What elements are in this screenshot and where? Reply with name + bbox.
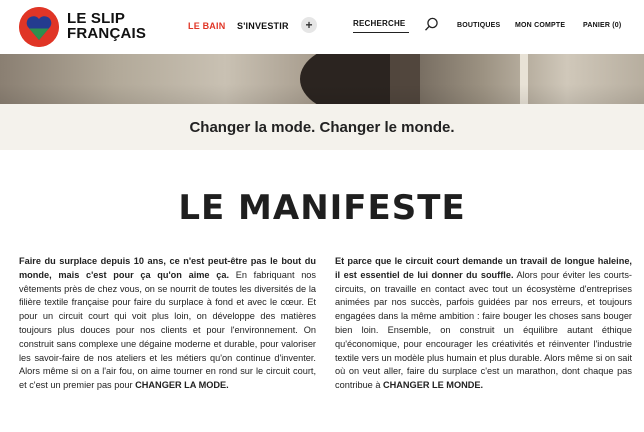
search-icon[interactable] [424, 17, 439, 32]
manifesto-column-left [19, 255, 316, 393]
more-menu-button[interactable]: + [301, 17, 317, 33]
brand-name[interactable] [67, 11, 146, 41]
manifesto-right-body: Alors pour éviter les courts-circuits, on travaille en contact avec tout un écosystème d'entreprises animées par nos succès, parfois guidées par nos erreurs, et toujours engagées dans la même ambition : faire bouger les choses sans bouger bien loin. Ensemble, on construit un équilibre autant éthique qu'économique, pour encourager les créativités et réinventer l'industrie textile vers un modèle plus humain et plus durable. Alors même si on sait où on veut aller, faire du surplace c'est un marathon, dont chaque pas contribue à [335, 269, 632, 391]
manifesto-left-body: En fabriquant nos vêtements près de chez vous, on se nourrit de toutes les diversités de la filière textile française pour faire du surplace à fond et avec le cœur. Et pour un circuit court qui voit plus loin, on développe des matières toujours plus douces pour nos clients et pour l'environnement. On construit sans complexe une dégaine moderne et durable, pour valoriser les savoir-faire de nos ateliers et les métiers qu'on continue d'inventer. Alors même si on a l'air fou, on aime tourner en rond sur le circuit court, et c'est un premier pas pour [19, 269, 317, 391]
hero-image [0, 54, 644, 104]
nav-s-investir[interactable]: S'INVESTIR [237, 21, 289, 31]
manifesto-right-lead: Et parce que le circuit court demande un travail de longue haleine, il est essentiel de lui donner du souffle. [335, 256, 632, 280]
manifesto-title: LE MANIFESTE [178, 188, 466, 228]
brand-logo[interactable] [19, 7, 59, 47]
brand-line-1: LE SLIP [67, 10, 126, 27]
manifesto-column-right [335, 255, 632, 393]
hero-tagline: Changer la mode. Changer le monde. [189, 119, 455, 136]
manifesto-right-closing: CHANGER LE MONDE. [383, 380, 484, 391]
site-header [0, 0, 644, 54]
nav-panier[interactable]: PANIER (0) [583, 22, 622, 29]
heart-logo-icon [19, 7, 59, 47]
search-input[interactable]: RECHERCHE [353, 19, 409, 33]
brand-line-2: FRANÇAIS [67, 25, 147, 42]
manifesto-left-closing: CHANGER LA MODE. [135, 380, 229, 391]
manifesto-left-lead: Faire du surplace depuis 10 ans, ce n'est peut-être pas le bout du monde, mais c'est pour ça qu'on aime ça. [19, 256, 316, 280]
nav-le-bain[interactable]: LE BAIN [188, 21, 226, 31]
nav-boutiques[interactable]: BOUTIQUES [457, 22, 501, 29]
nav-mon-compte[interactable]: MON COMPTE [515, 22, 566, 29]
